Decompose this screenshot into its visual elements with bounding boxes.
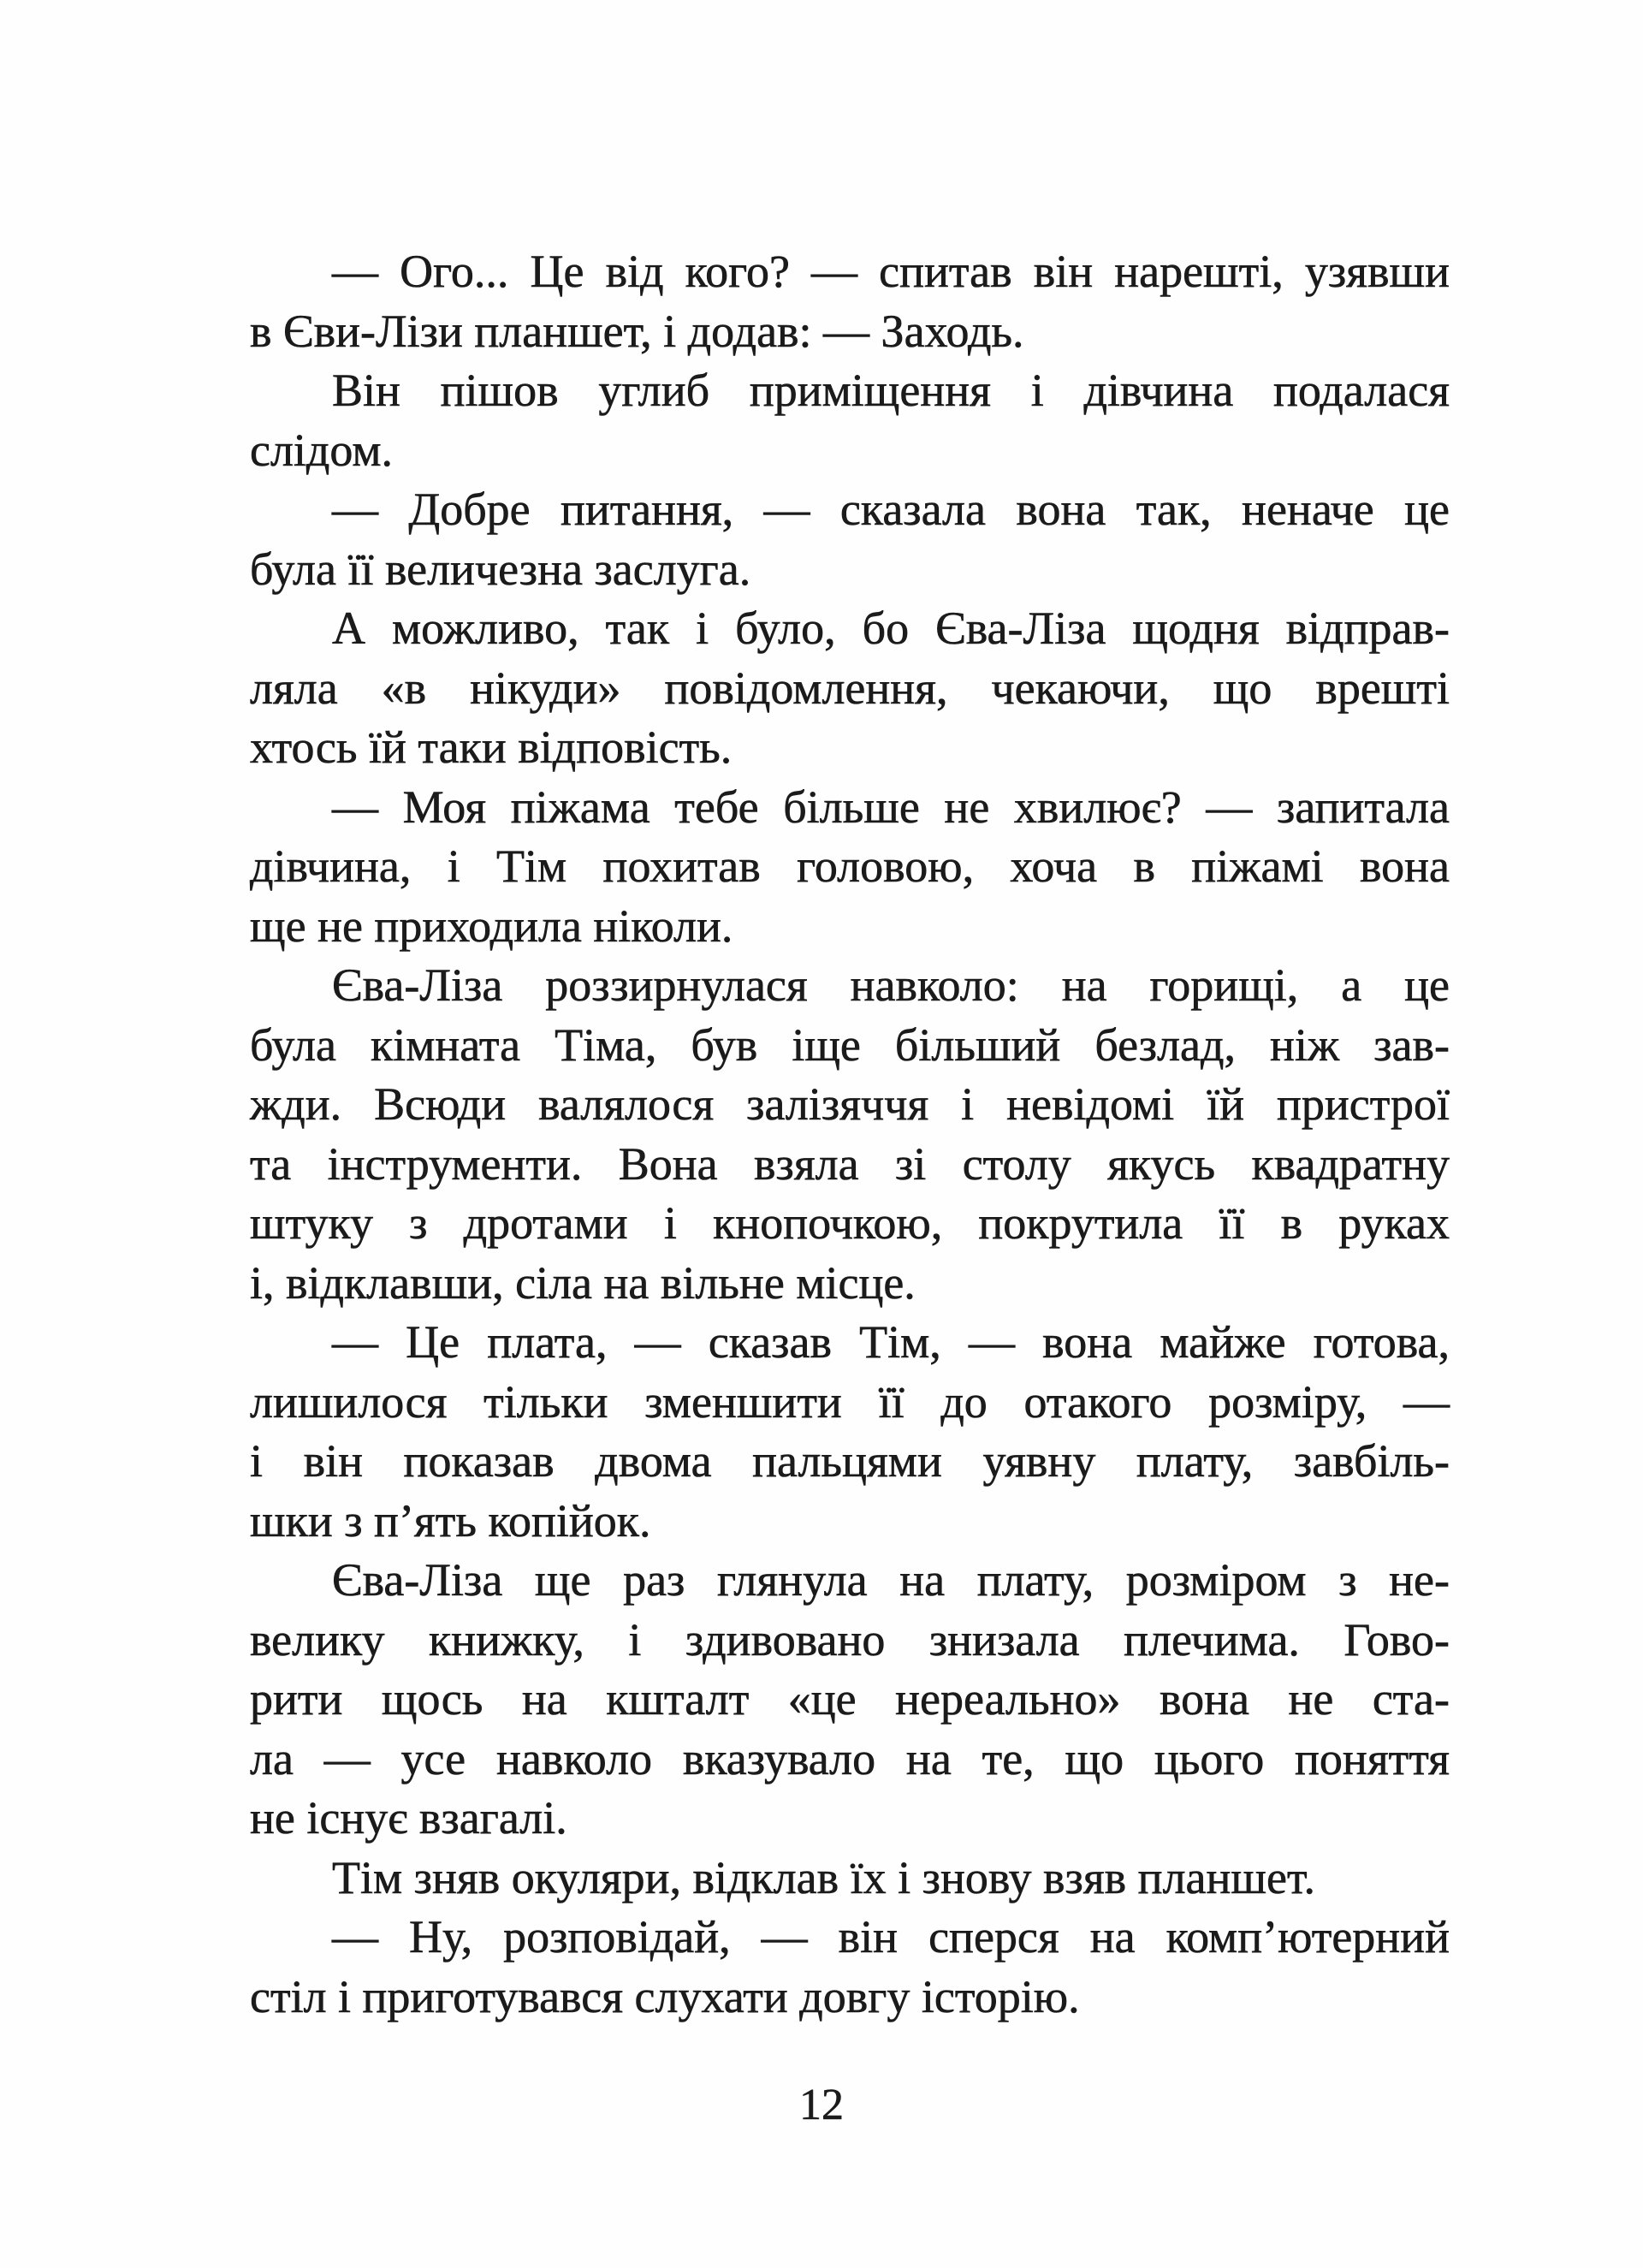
text-line: велику книжку, і здивовано знизала плечима. Гово- (250, 1613, 1450, 1665)
text-line: А можливо, так і було, бо Єва-Ліза щодня відправ- (332, 603, 1450, 654)
text-line: Єва-Ліза ще раз глянула на плату, розміром з не- (332, 1554, 1450, 1606)
text-line: була її величезна заслуга. (250, 543, 751, 595)
text-line: слідом. (250, 424, 394, 476)
text-line: — Моя піжама тебе більше не хвилює? — запитала (332, 781, 1450, 833)
text-line: хтось їй таки відповість. (250, 721, 733, 773)
text-line: шки з п’ять копійок. (250, 1494, 651, 1547)
text-line: Тім зняв окуляри, відклав їх і знову взяв планшет. (332, 1851, 1315, 1903)
text-line: — Ну, розповідай, — він сперся на комп’ютерний (332, 1911, 1450, 1962)
text-line: дівчина, і Тім похитав головою, хоча в піжамі вона (250, 840, 1450, 892)
text-line: лишилося тільки зменшити її до отакого розміру, — (250, 1375, 1450, 1428)
text-line: — Добре питання, — сказала вона так, неначе це (332, 484, 1450, 535)
text-line: не існує взагалі. (250, 1792, 567, 1843)
text-line: штуку з дротами і кнопочкою, покрутила її в руках (250, 1197, 1450, 1249)
text-line: — Це плата, — сказав Тім, — вона майже готова, (332, 1316, 1450, 1368)
text-line: ла — усе навколо вказувало на те, що цього поняття (250, 1732, 1450, 1784)
page-number: 12 (799, 2081, 844, 2129)
text-line: стіл і приготувався слухати довгу історію. (250, 1970, 1080, 2022)
text-line: — Ого... Це від кого? — спитав він нарешті, узявши (332, 246, 1450, 297)
text-line: та інструменти. Вона взяла зі столу якусь квадратну (250, 1137, 1450, 1190)
text-line: ще не приходила ніколи. (250, 899, 733, 952)
text-line: була кімната Тіма, був іще більший безлад, ніж зав- (250, 1018, 1450, 1071)
text-line: і, відклавши, сіла на вільне місце. (250, 1256, 916, 1309)
text-line: рити щось на кшталт «це нереально» вона не ста- (250, 1673, 1450, 1725)
text-line: ляла «в нікуди» повідомлення, чекаючи, що врешті (250, 662, 1450, 714)
text-line: Єва-Ліза роззирнулася навколо: на горищі, а це (332, 959, 1450, 1011)
text-line: в Єви-Лізи планшет, і додав: — Заходь. (250, 305, 1024, 357)
text-line: Він пішов углиб приміщення і дівчина подалася (332, 365, 1450, 416)
text-line: жди. Всюди валялося залізяччя і невідомі їй пристрої (250, 1078, 1450, 1130)
text-line: і він показав двома пальцями уявну плату, завбіль- (250, 1435, 1450, 1487)
body-text (250, 242, 1450, 2027)
